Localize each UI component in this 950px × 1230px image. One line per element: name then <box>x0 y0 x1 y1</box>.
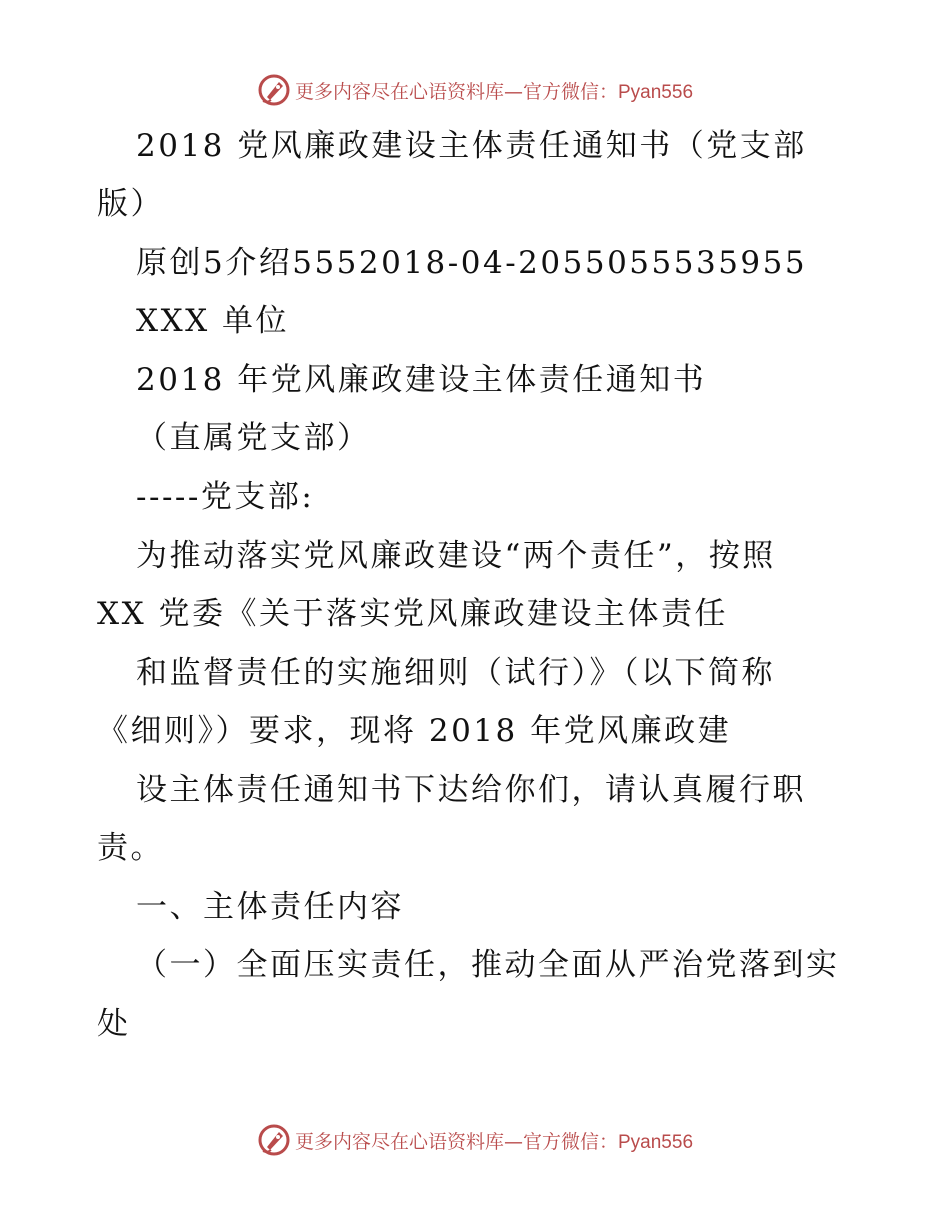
paragraph-line: 为推动落实党风廉政建设“两个责任”，按照 <box>136 538 776 574</box>
watermark-official-label: 官方微信： <box>522 1130 618 1153</box>
document-title-continuation: 版） <box>97 186 164 222</box>
pen-nib-logo-icon <box>257 1123 291 1157</box>
watermark-wechat-id: Pyan556 <box>618 1131 694 1153</box>
header-watermark <box>0 70 950 110</box>
document-unit-line: XXX 单位 <box>136 303 290 339</box>
pen-nib-logo-icon <box>257 73 291 107</box>
watermark-text <box>295 77 693 104</box>
document-title-line: 2018 党风廉政建设主体责任通知书（党支部 <box>136 128 807 164</box>
watermark-wechat-id: Pyan556 <box>618 81 694 103</box>
watermark-text <box>295 1127 693 1154</box>
watermark-site-name: 更多内容尽在心语资料库 <box>294 1130 504 1153</box>
document-subtitle-branch: （直属党支部） <box>136 420 371 456</box>
document-recipient-line: -----党支部: <box>136 479 315 515</box>
paragraph-line: XX 党委《关于落实党风廉政建设主体责任 <box>97 596 728 632</box>
subsection-heading-continuation: 处 <box>97 1006 131 1042</box>
watermark-official-label: 官方微信： <box>522 80 618 103</box>
footer-watermark <box>0 1120 950 1160</box>
paragraph-line: 和监督责任的实施细则（试行）》（以下简称 <box>136 655 775 691</box>
paragraph-line: 设主体责任通知书下达给你们，请认真履行职 <box>136 772 806 808</box>
document-subtitle-line: 2018 年党风廉政建设主体责任通知书 <box>136 362 707 398</box>
document-meta-line: 原创5介绍5552018-04-2055055535955 <box>136 245 808 281</box>
watermark-separator: — <box>503 1130 523 1153</box>
paragraph-line: 《细则》）要求，现将 2018 年党风廉政建 <box>97 713 732 749</box>
watermark-site-name: 更多内容尽在心语资料库 <box>294 80 504 103</box>
paragraph-line: 责。 <box>97 830 164 866</box>
watermark-separator: — <box>503 80 523 103</box>
subsection-heading: （一）全面压实责任，推动全面从严治党落到实 <box>136 947 840 983</box>
section-heading: 一、主体责任内容 <box>136 889 404 925</box>
